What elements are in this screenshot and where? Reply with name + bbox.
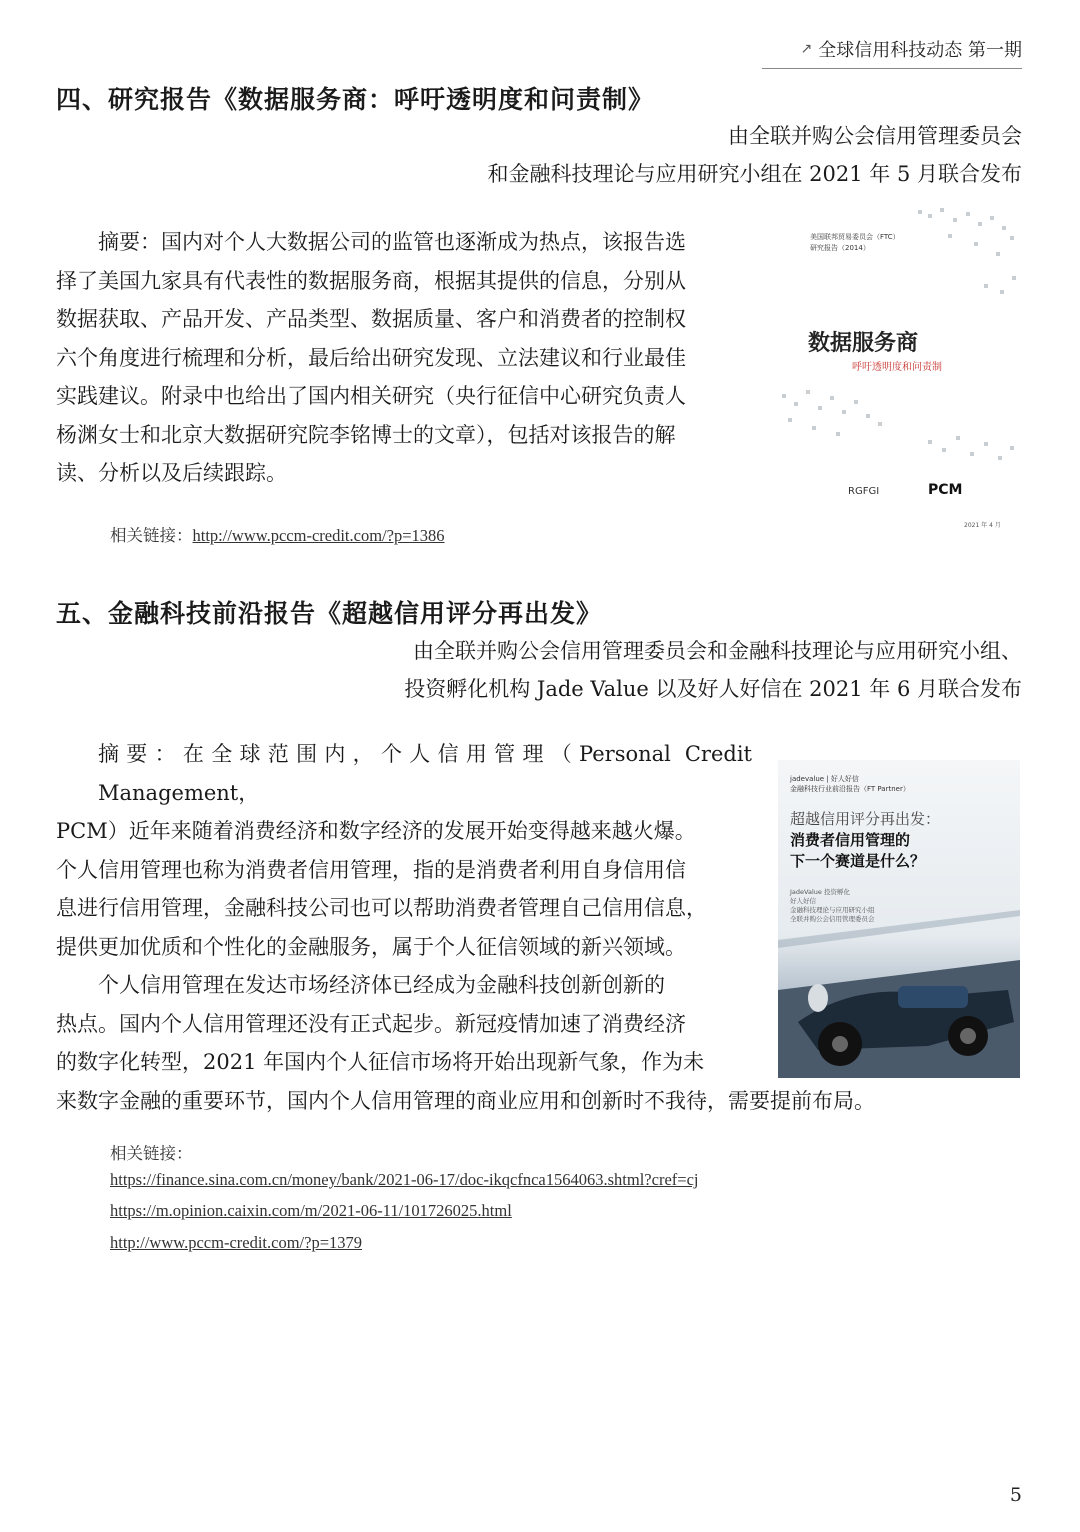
- cover-meta: 美国联邦贸易委员会（FTC） 研究报告（2014）: [810, 233, 900, 252]
- cover-subtitle: 呼吁透明度和问责制: [852, 362, 942, 373]
- page-number: 5: [1009, 1484, 1022, 1506]
- cover-date: 2021 年 4 月: [964, 522, 1001, 529]
- section5-link-caixin[interactable]: https://m.opinion.caixin.com/m/2021-06-11/101726025.html: [110, 1201, 512, 1220]
- section5-link-pccm[interactable]: http://www.pccm-credit.com/?p=1379: [110, 1233, 363, 1252]
- section5-abstract-para1: 摘要：在全球范围内，个人信用管理（Personal Credit Management， PCM）近年来随着消费经济和数字经济的发展开始变得越来越火爆。 个人信用管理也称为消费者信用管理，指的是消费者利用自身信用信 息进行信用管理，金融科技公司也可以帮助消费者管理自己信用信息， 提供更加优质和个性化的金融服务，属于个人征信领域的新兴领域。: [56, 742, 752, 959]
- section5-abstract-para2: 个人信用管理在发达市场经济体已经成为金融科技创新创新的 热点。国内个人信用管理还没有正式起步。新冠疫情加速了消费经济 的数字化转型，2021 年国内个人征信市场将开始出现新气象，作为未 来数字金融的重要环节，国内个人信用管理的商业应用和创新时不我待，需要提前布局。: [56, 973, 875, 1113]
- header-title: 全球信用科技动态 第一期: [818, 40, 1022, 61]
- section5-link-label: 相关链接：: [110, 1144, 193, 1163]
- cover-title: 数据服务商: [808, 331, 919, 356]
- rgfgi-logo: RGFGI: [848, 486, 880, 497]
- section5-heading: 五、金融科技前沿报告《超越信用评分再出发》: [56, 599, 603, 628]
- section5-byline: 由全联并购公会信用管理委员会和金融科技理论与应用研究小组、 投资孵化机构 Jade Value 以及好人好信在 2021 年 6 月联合发布: [404, 639, 1022, 701]
- cover2-title1: 超越信用评分再出发：: [790, 810, 941, 828]
- pcm-logo: PCM: [928, 482, 963, 498]
- section4-link[interactable]: http://www.pccm-credit.com/?p=1386: [192, 526, 445, 545]
- section4-related-link: 相关链接：http://www.pccm-credit.com/?p=1386: [110, 526, 445, 545]
- section5-link-sina[interactable]: https://finance.sina.com.cn/money/bank/2021-06-17/doc-ikqcfnca1564063.shtml?cref=cj: [110, 1170, 699, 1189]
- cover2-orgs: JadeValue 投资孵化 好人好信 金融科技理论与应用研究小组 全联并购公会信用管理委员会: [790, 888, 875, 923]
- report-cover-data-brokers: [778, 206, 1022, 533]
- report-cover-beyond-credit-score: [778, 760, 1020, 1078]
- section4-heading: 四、研究报告《数据服务商：呼吁透明度和问责制》: [56, 85, 655, 114]
- arrow-icon: ↗: [800, 41, 813, 57]
- section4-abstract: 摘要：国内对个人大数据公司的监管也逐渐成为热点，该报告选 择了美国九家具有代表性的数据服务商，根据其提供的信息，分别从 数据获取、产品开发、产品类型、数据质量、客户和消费者的控制权 六个角度进行梳理和分析，最后给出研究发现、立法建议和行业最佳 实践建议。附录中也给出了国内相关研究（央行征信中心研究负责人 杨渊女士和北京大数据研究院李铭博士的文章），包括对该报告的解 读、分析以及后续跟踪。: [56, 230, 686, 485]
- running-header: [762, 36, 1022, 69]
- cover2-partner: jadevalue | 好人好信 金融科技行业前沿报告（FT Partner）: [790, 775, 910, 793]
- section4-byline: 由全联并购公会信用管理委员会 和金融科技理论与应用研究小组在 2021 年 5 月联合发布: [487, 124, 1022, 186]
- cover2-title2: 消费者信用管理的 下一个赛道是什么？: [790, 831, 926, 870]
